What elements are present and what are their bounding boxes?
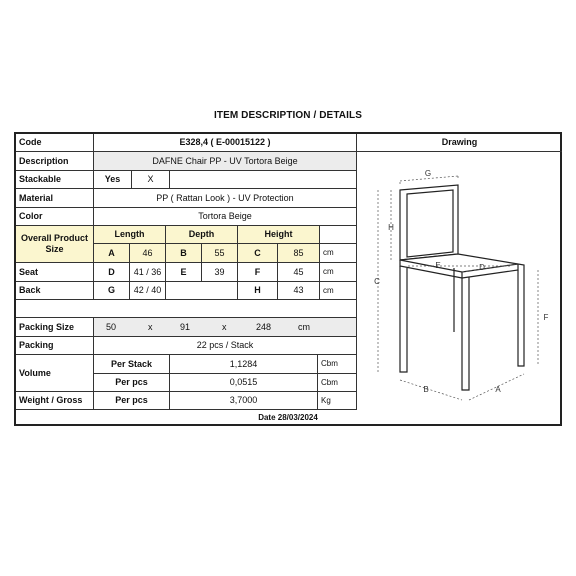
back-length: 42 / 40 (130, 282, 166, 300)
seat-letter-d: D (94, 263, 130, 282)
label-volume: Volume (16, 355, 94, 392)
chair-drawing (358, 154, 560, 408)
packing-x1: x (148, 321, 153, 332)
drawing-header: Drawing (357, 134, 562, 152)
value-stackable-mark: X (132, 171, 170, 189)
header-depth: Depth (166, 226, 238, 244)
header-blank (320, 226, 356, 244)
back-unit: cm (320, 282, 356, 300)
overall-letter-c: C (238, 244, 278, 263)
label-weight: Weight / Gross (16, 392, 94, 410)
header-length: Length (94, 226, 166, 244)
label-code: Code (16, 134, 94, 152)
drawing-letter-b: B (423, 385, 429, 394)
value-color: Tortora Beige (94, 208, 356, 226)
value-stackable-yes: Yes (94, 171, 132, 189)
back-letter-g: G (94, 282, 130, 300)
drawing-letter-f: F (543, 313, 549, 322)
seat-height: 45 (278, 263, 320, 282)
label-material: Material (16, 189, 94, 208)
volume-per-pcs-label: Per pcs (94, 374, 170, 392)
weight-per-pcs-value: 3,7000 (170, 392, 318, 410)
volume-per-pcs-value: 0,0515 (170, 374, 318, 392)
label-packing-size: Packing Size (16, 318, 94, 337)
volume-per-pcs-unit: Cbm (318, 374, 356, 392)
overall-length: 46 (130, 244, 166, 263)
value-material: PP ( Rattan Look ) - UV Protection (94, 189, 356, 208)
drawing-letter-g: G (424, 169, 432, 178)
packing-length: 50 (106, 321, 117, 332)
volume-per-stack-unit: Cbm (318, 355, 356, 374)
drawing-letter-c: C (374, 277, 380, 286)
spec-sheet (14, 132, 562, 426)
label-seat: Seat (16, 263, 94, 282)
drawing-letter-h: H (388, 223, 394, 232)
value-packing: 22 pcs / Stack (94, 337, 356, 355)
label-back: Back (16, 282, 94, 300)
overall-height: 85 (278, 244, 320, 263)
stackable-blank (170, 171, 356, 189)
back-letter-h: H (238, 282, 278, 300)
seat-length: 41 / 36 (130, 263, 166, 282)
header-height: Height (238, 226, 320, 244)
spacer-row (16, 300, 356, 318)
back-blank (166, 282, 238, 300)
overall-depth: 55 (202, 244, 238, 263)
back-height: 43 (278, 282, 320, 300)
packing-height: 248 (256, 321, 272, 332)
drawing-letter-d: D (479, 263, 485, 272)
overall-letter-b: B (166, 244, 202, 263)
packing-unit: cm (298, 321, 310, 332)
drawing-letter-a: A (495, 385, 501, 394)
seat-letter-e: E (166, 263, 202, 282)
label-overall-size: Overall Product Size (16, 226, 94, 263)
label-packing: Packing (16, 337, 94, 355)
seat-unit: cm (320, 263, 356, 282)
value-code: E328,4 ( E-00015122 ) (94, 134, 356, 152)
packing-x2: x (222, 321, 227, 332)
label-color: Color (16, 208, 94, 226)
label-description: Description (16, 152, 94, 171)
weight-per-pcs-label: Per pcs (94, 392, 170, 410)
packing-width: 91 (180, 321, 191, 332)
overall-unit: cm (320, 244, 356, 263)
page-title: ITEM DESCRIPTION / DETAILS (214, 110, 362, 121)
drawing-divider (356, 134, 357, 410)
volume-per-stack-value: 1,1284 (170, 355, 318, 374)
value-description: DAFNE Chair PP - UV Tortora Beige (94, 152, 356, 171)
document-date: Date 28/03/2024 (258, 413, 318, 422)
overall-letter-a: A (94, 244, 130, 263)
label-stackable: Stackable (16, 171, 94, 189)
packing-size-row (94, 318, 356, 337)
weight-unit: Kg (318, 392, 356, 410)
volume-per-stack-label: Per Stack (94, 355, 170, 374)
seat-depth: 39 (202, 263, 238, 282)
drawing-letter-e: E (435, 261, 441, 270)
seat-letter-f: F (238, 263, 278, 282)
